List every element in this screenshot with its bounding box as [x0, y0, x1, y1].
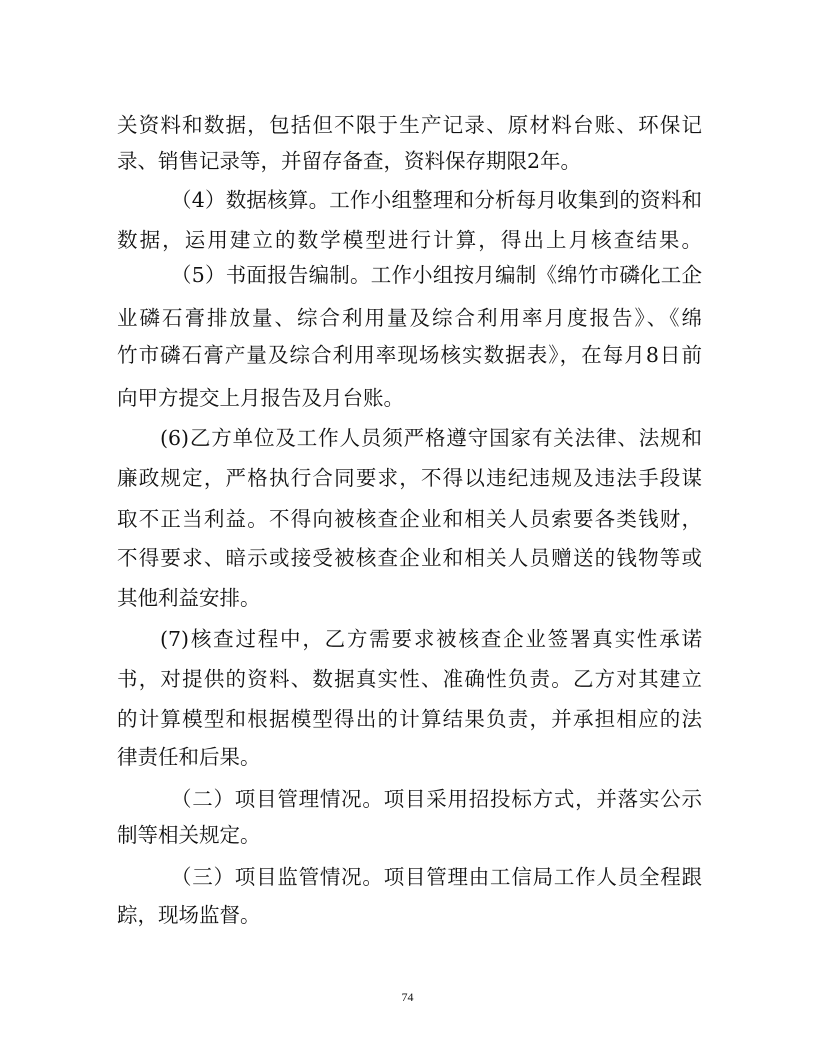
text-line: 数据，运用建立的数学模型进行计算，得出上月核查结果。: [117, 228, 702, 252]
text-line: 不得要求、暗示或接受被核查企业和相关人员赠送的钱物等或: [117, 546, 702, 570]
text-line: 制等相关规定。: [117, 823, 261, 847]
section-two-line: （二）项目管理情况。项目采用招投标方式，并落实公示: [171, 787, 702, 811]
text-line: 录、销售记录等，并留存备查，资料保存期限2年。: [117, 149, 582, 173]
text-line: 竹市磷石膏产量及综合利用率现场核实数据表》，在每月8日前: [117, 343, 702, 367]
text-line: 的计算模型和根据模型得出的计算结果负责，并承担相应的法: [117, 707, 702, 731]
paragraph-6-line: (6)乙方单位及工作人员须严格遵守国家有关法律、法规和: [160, 426, 702, 450]
text-line: 向甲方提交上月报告及月台账。: [117, 386, 404, 410]
page-number: 74: [401, 990, 414, 1004]
text-line: 律责任和后果。: [117, 745, 261, 769]
text-line: 关资料和数据，包括但不限于生产记录、原材料台账、环保记: [117, 113, 702, 137]
text-line: 踪，现场监督。: [117, 903, 261, 927]
text-line: 取不正当利益。不得向被核查企业和相关人员索要各类钱财，: [117, 507, 702, 531]
section-three-line: （三）项目监管情况。项目管理由工信局工作人员全程跟: [171, 865, 702, 889]
text-line: 业磷石膏排放量、综合利用量及综合利用率月度报告》、《绵: [117, 306, 702, 330]
text-line: 书，对提供的资料、数据真实性、准确性负责。乙方对其建立: [117, 667, 702, 691]
paragraph-5-line: （5）书面报告编制。工作小组按月编制《绵竹市磷化工企: [171, 263, 702, 287]
text-line: 廉政规定，严格执行合同要求，不得以违纪违规及违法手段谋: [117, 466, 702, 490]
paragraph-4-line: （4）数据核算。工作小组整理和分析每月收集到的资料和: [171, 188, 702, 212]
paragraph-7-line: (7)核查过程中，乙方需要求被核查企业签署真实性承诺: [160, 627, 702, 651]
text-line: 其他利益安排。: [117, 586, 261, 610]
